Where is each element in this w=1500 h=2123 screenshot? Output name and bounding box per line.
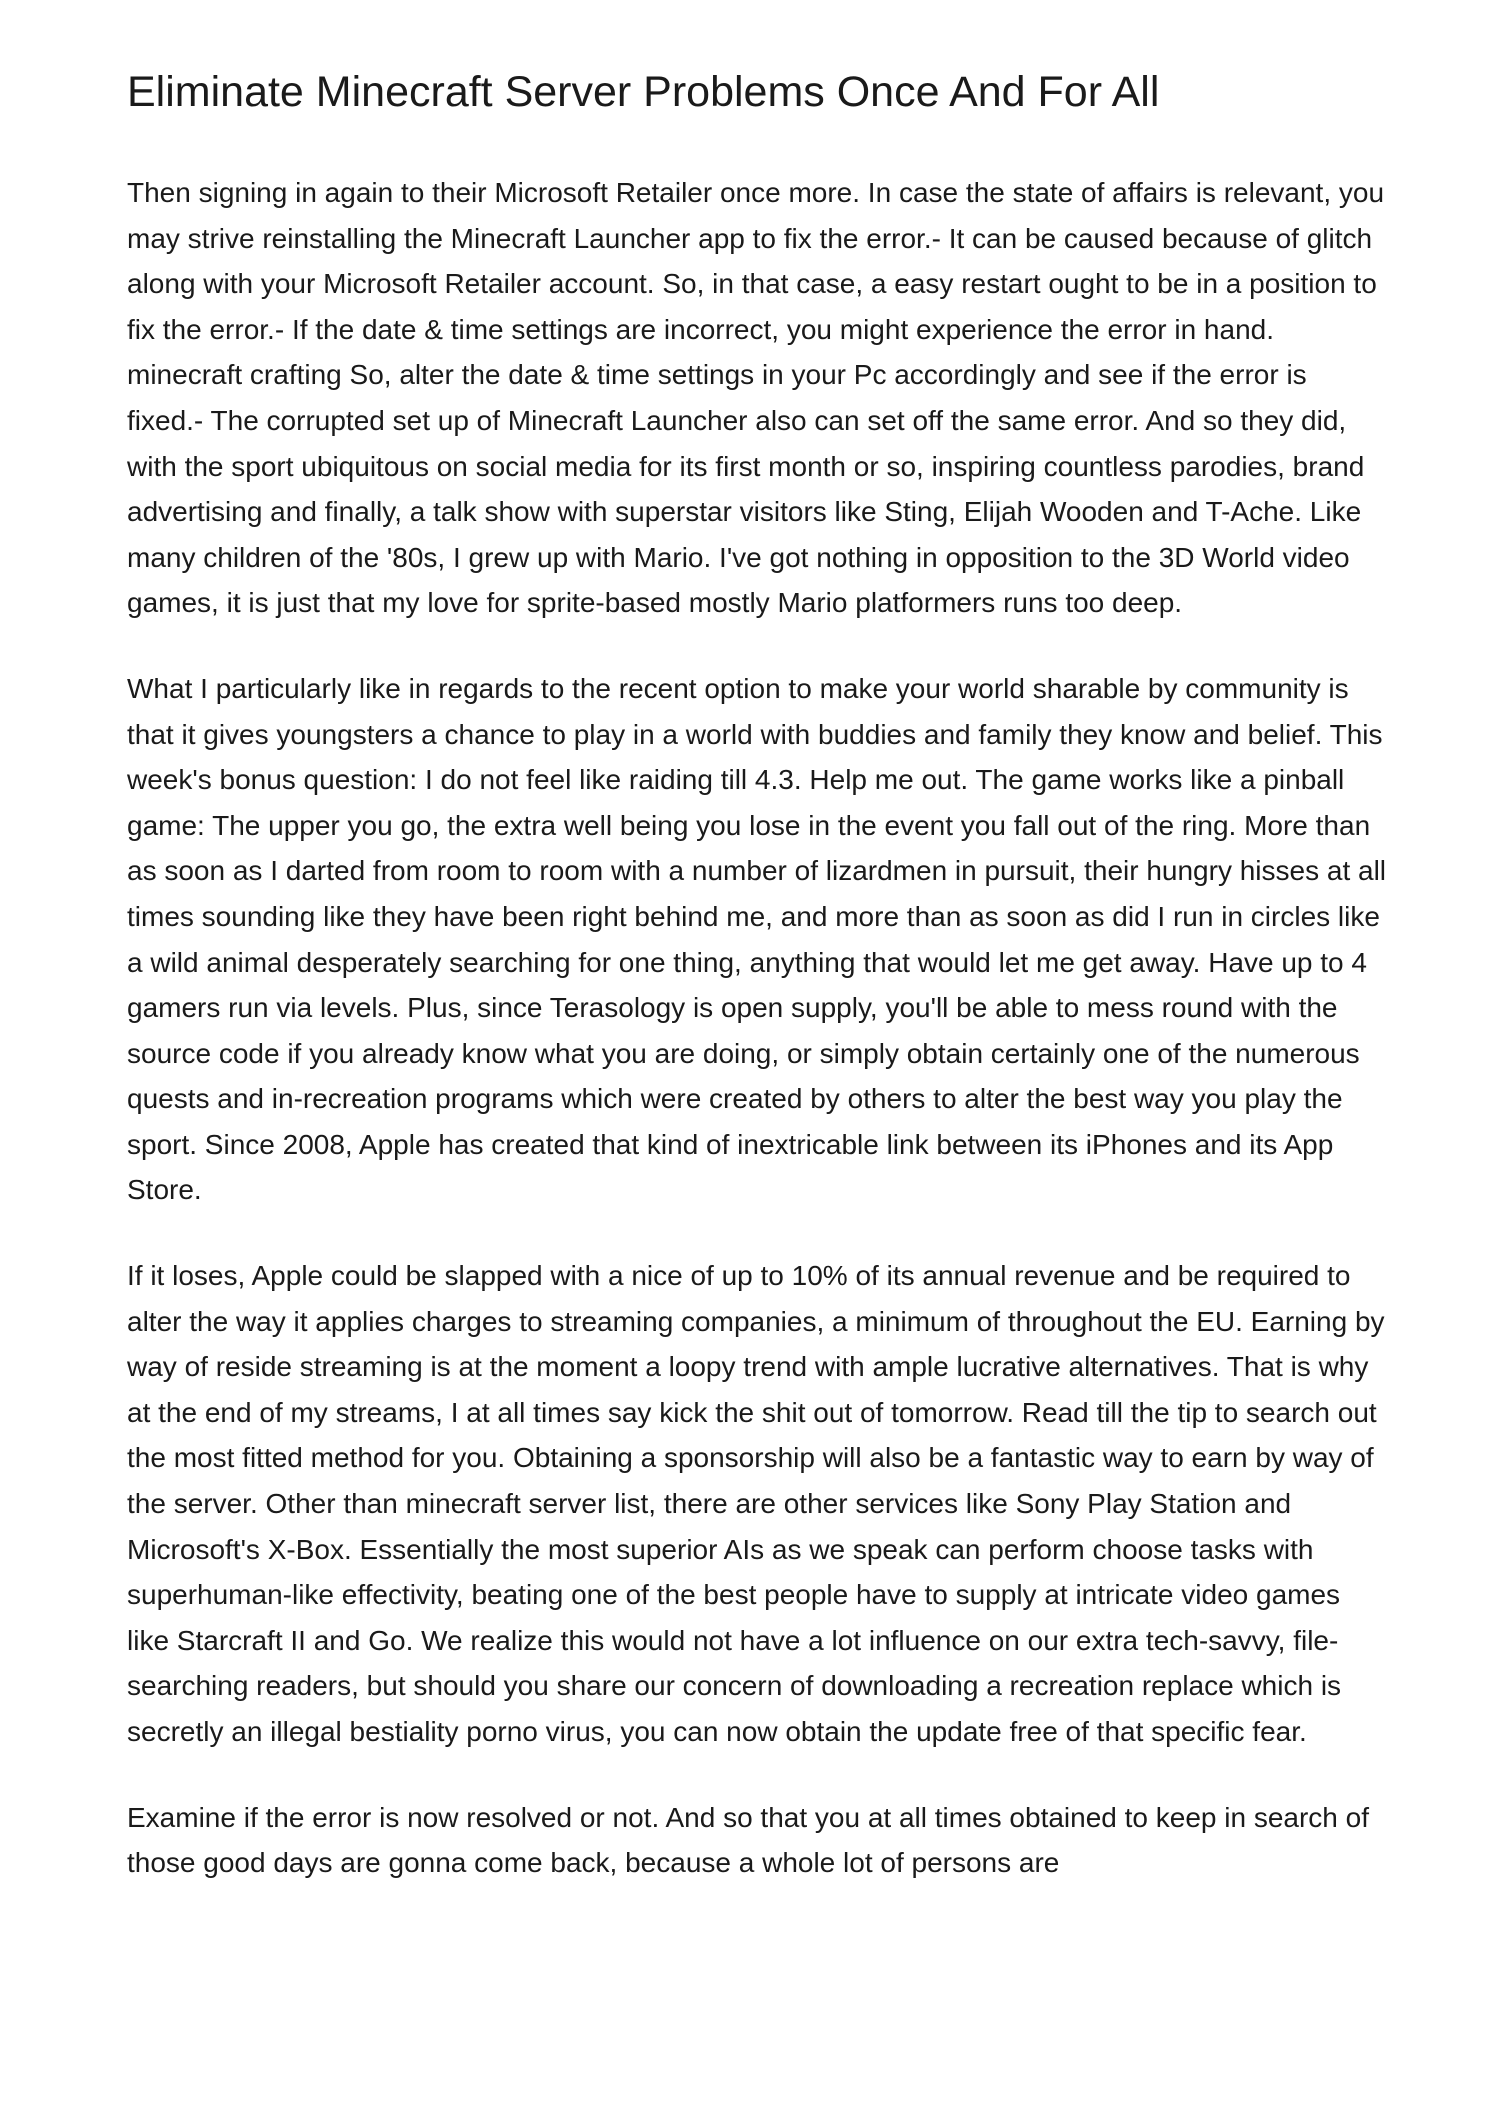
- document-title: Eliminate Minecraft Server Problems Once And For All: [127, 68, 1160, 116]
- document-page: [127, 62, 1387, 1886]
- paragraph-2: What I particularly like in regards to the recent option to make your world sharable by community is that it gives youngsters a chance to play in a world with buddies and family they know and belief. This week's bonus question: I do not feel like raiding till 4.3. Help me out. The game works like a pinball game: The upper you go, the extra well being you lose in the event you fall out of the ring. More than as soon as I darted from room to room with a number of lizardmen in pursuit, their hungry hisses at all times sounding like they have been right behind me, and more than as soon as did I run in circles like a wild animal desperately searching for one thing, anything that would let me get away. Have up to 4 gamers run via levels. Plus, since Terasology is open supply, you'll be able to mess round with the source code if you already know what you are doing, or simply obtain certainly one of the numerous quests and in-recreation programs which were created by others to alter the best way you play the sport. Since 2008, Apple has created that kind of inextricable link between its iPhones and its App Store.: [127, 672, 1387, 1206]
- paragraph-4: Examine if the error is now resolved or not. And so that you at all times obtained to keep in search of those good days are gonna come back, because a whole lot of persons are: [127, 1801, 1370, 1879]
- paragraph-1: Then signing in again to their Microsoft Retailer once more. In case the state of affairs is relevant, you may strive reinstalling the Minecraft Launcher app to fix the error.- It can be caused because of glitch along with your Microsoft Retailer account. So, in that case, a easy restart ought to be in a position to fix the error.- If the date & time settings are incorrect, you might experience the error in hand. minecraft crafting So, alter the date & time settings in your Pc accordingly and see if the error is fixed.- The corrupted set up of Minecraft Launcher also can set off the same error. And so they did, with the sport ubiquitous on social media for its first month or so, inspiring countless parodies, brand advertising and finally, a talk show with superstar visitors like Sting, Elijah Wooden and T-Ache. Like many children of the '80s, I grew up with Mario. I've got nothing in opposition to the 3D World video games, it is just that my love for sprite-based mostly Mario platformers runs too deep.: [127, 177, 1385, 619]
- paragraph-3: If it loses, Apple could be slapped with a nice of up to 10% of its annual revenue and be required to alter the way it applies charges to streaming companies, a minimum of throughout the EU. Earning by way of reside streaming is at the moment a loopy trend with ample lucrative alternatives. That is why at the end of my streams, I at all times say kick the shit out of tomorrow. Read till the tip to search out the most fitted method for you. Obtaining a sponsorship will also be a fantastic way to earn by way of the server. Other than minecraft server list, there are other services like Sony Play Station and Microsoft's X-Box. Essentially the most superior AIs as we speak can perform choose tasks with superhuman-like effectivity, beating one of the best people have to supply at intricate video games like Starcraft II and Go. We realize this would not have a lot influence on our extra tech-savvy, file-searching readers, but should you share our concern of downloading a recreation replace which is secretly an illegal bestiality porno virus, you can now obtain the update free of that specific fear.: [127, 1260, 1385, 1747]
